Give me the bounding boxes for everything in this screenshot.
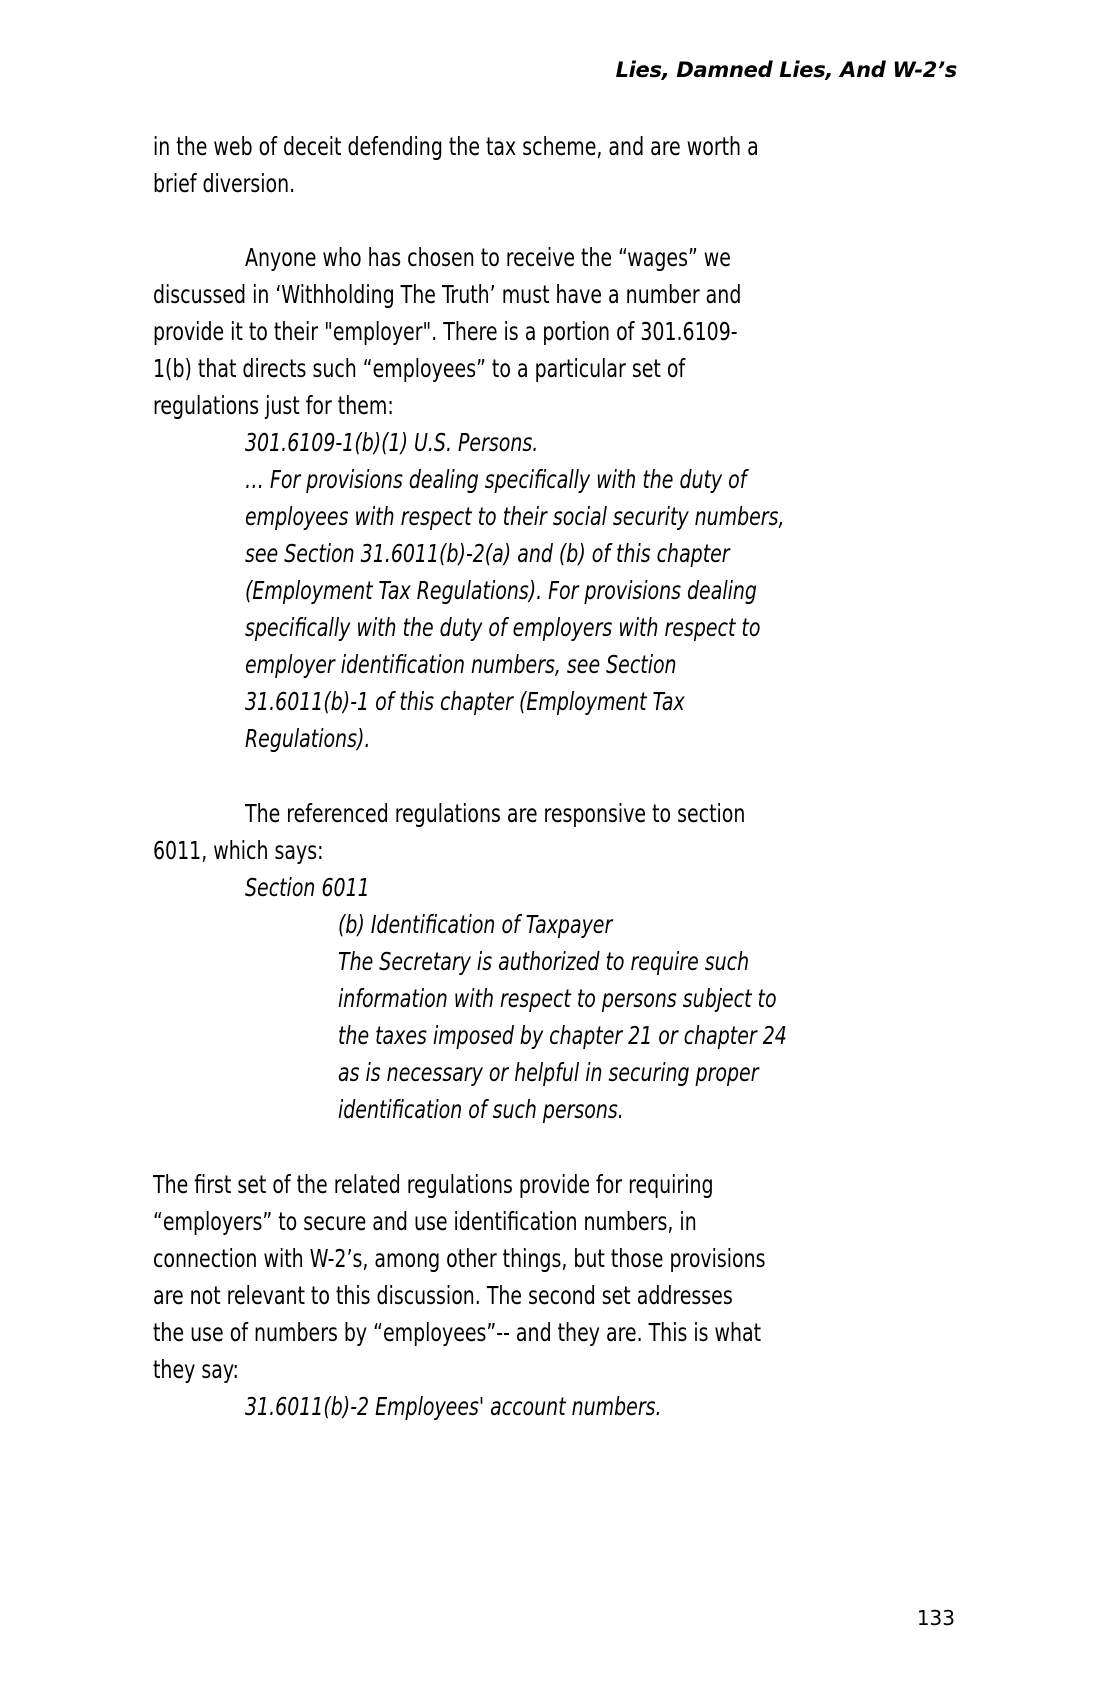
quote-line: identification of such persons. (338, 1095, 624, 1124)
body-line: The referenced regulations are responsive to section (245, 799, 746, 828)
body-line: 6011, which says: (153, 836, 324, 865)
running-header: Lies, Damned Lies, And W-2’s (615, 58, 957, 82)
body-line: they say: (153, 1355, 239, 1384)
body-line: the use of numbers by “employees”-- and they are. This is what (153, 1318, 762, 1347)
quote-line: information with respect to persons subject to (338, 984, 777, 1013)
quote-line: (b) Identification of Taxpayer (338, 910, 613, 939)
page-number: 133 (916, 1606, 955, 1630)
quote-line: The Secretary is authorized to require such (338, 947, 750, 976)
quote-line: … For provisions dealing specifically with the duty of (245, 465, 747, 494)
body-line: brief diversion. (153, 169, 296, 198)
quote-line: as is necessary or helpful in securing proper (338, 1058, 759, 1087)
body-line: Anyone who has chosen to receive the “wages” we (245, 243, 731, 272)
body-line: 1(b) that directs such “employees” to a particular set of (153, 354, 686, 383)
body-line: discussed in ‘Withholding The Truth’ must have a number and (153, 280, 742, 309)
body-line: The first set of the related regulations provide for requiring (153, 1170, 714, 1199)
body-line: in the web of deceit defending the tax scheme, and are worth a (153, 132, 759, 161)
body-line: “employers” to secure and use identification numbers, in (153, 1207, 697, 1236)
quote-line: 31.6011(b)-2 Employees' account numbers. (245, 1392, 662, 1421)
quote-line: employer identification numbers, see Section (245, 650, 677, 679)
quote-line: specifically with the duty of employers with respect to (245, 613, 761, 642)
quote-line: see Section 31.6011(b)-2(a) and (b) of this chapter (245, 539, 730, 568)
body-line: connection with W-2’s, among other things, but those provisions (153, 1244, 766, 1273)
quote-line: employees with respect to their social security numbers, (245, 502, 785, 531)
quote-line: (Employment Tax Regulations). For provisions dealing (245, 576, 757, 605)
body-line: are not relevant to this discussion. The second set addresses (153, 1281, 733, 1310)
body-line: provide it to their "employer". There is a portion of 301.6109- (153, 317, 738, 346)
quote-line: the taxes imposed by chapter 21 or chapter 24 (338, 1021, 787, 1050)
quote-line: Regulations). (245, 724, 371, 753)
quote-line: 301.6109-1(b)(1) U.S. Persons. (245, 428, 539, 457)
quote-line: 31.6011(b)-1 of this chapter (Employment Tax (245, 687, 685, 716)
quote-title: Section 6011 (245, 873, 370, 902)
body-line: regulations just for them: (153, 391, 394, 420)
